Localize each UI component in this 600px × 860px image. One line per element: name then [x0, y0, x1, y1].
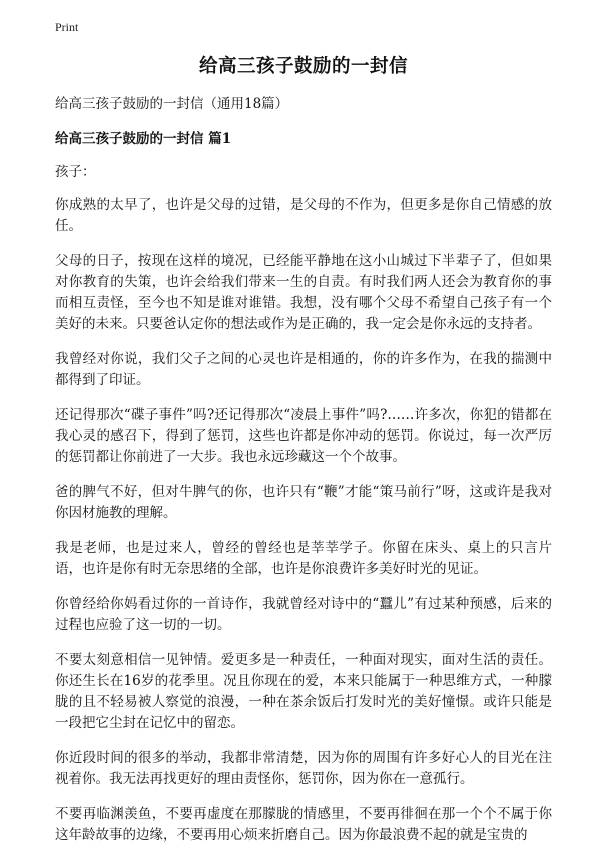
paragraph: 不要再临渊羡鱼，不要再虚度在那朦胧的情感里，不要再徘徊在那一个个不属于你这年龄故事的边缘，不要再用心烦来折磨自己。因为你最浪费不起的就是宝贵的	[55, 806, 552, 843]
page-title: 给高三孩子鼓励的一封信	[198, 56, 408, 77]
document-body	[55, 52, 552, 860]
paragraph: 还记得那次“碟子事件”吗?还记得那次“凌晨上事件”吗?……许多次，你犯的错都在我心灵的感召下，得到了惩罚，这些也许都是你冲动的惩罚。你说过，每一次严厉的惩罚都让你前进了一大步。我也永远珍藏这一个个故事。	[55, 407, 552, 465]
paragraph: 你成熟的太早了，也许是父母的过错，是父母的不作为，但更多是你自己情感的放任。	[55, 197, 552, 234]
print-link[interactable]: Print	[55, 20, 79, 34]
document-subtitle: 给高三孩子鼓励的一封信（通用18篇）	[55, 96, 289, 112]
paragraph: 我曾经对你说，我们父子之间的心灵也许是相通的，你的许多作为，在我的揣测中都得到了印证。	[55, 351, 552, 388]
paragraph: 我是老师，也是过来人，曾经的曾经也是莘莘学子。你留在床头、桌上的只言片语，也许是你有时无奈思绪的全部，也许是你浪费许多美好时光的见证。	[55, 540, 552, 577]
paragraph: 不要太刻意相信一见钟情。爱更多是一种责任，一种面对现实，面对生活的责任。你还生长在16岁的花季里。况且你现在的爱，本来只能属于一种思维方式，一种朦胧的且不轻易被人察觉的浪漫，一种在茶余饭后打发时光的美好憧憬。或许只能是一段把它尘封在记忆中的留恋。	[55, 652, 552, 731]
section-heading: 给高三孩子鼓励的一封信 篇1	[55, 131, 232, 147]
salutation: 孩子：	[55, 164, 96, 180]
paragraph: 父母的日子，按现在这样的境况，已经能平静地在这小山城过下半辈子了，但如果对你教育的失策，也许会给我们带来一生的自责。有时我们两人还会为教育你的事而相互责怪，至今也不知是谁对谁错。我想，没有哪个父母不希望自己孩子有一个美好的未来。只要爸认定你的想法或作为是正确的，我一定会是你永远的支持者。	[55, 253, 552, 332]
paragraph: 你近段时间的很多的举动，我都非常清楚，因为你的周围有许多好心人的目光在注视着你。我无法再找更好的理由责怪你，惩罚你，因为你在一意孤行。	[55, 750, 552, 787]
paragraph: 你曾经给你妈看过你的一首诗作，我就曾经对诗中的“蠶儿”有过某种预感，后来的过程也应验了这一切的一切。	[55, 596, 552, 633]
paragraph: 爸的脾气不好，但对牛脾气的你，也许只有“鞭”才能“策马前行”呀，这或许是我对你因材施教的理解。	[55, 484, 552, 521]
